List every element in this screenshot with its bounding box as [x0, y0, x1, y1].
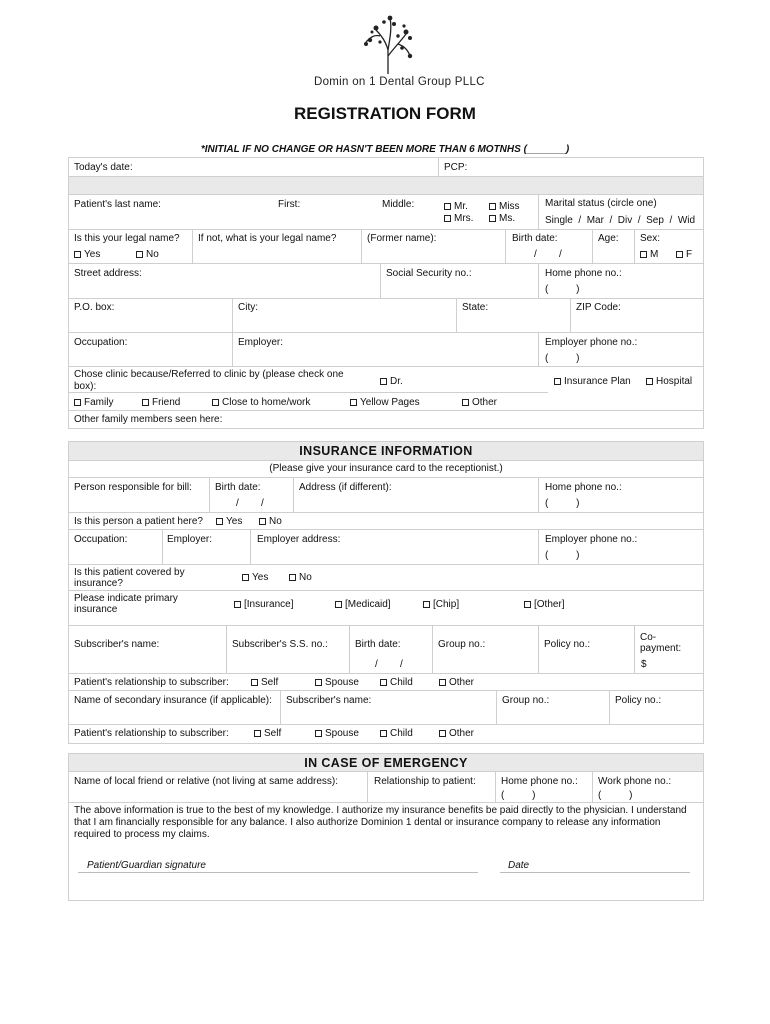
- covered-yes-checkbox[interactable]: Yes: [242, 572, 268, 583]
- referral-question: Chose clinic because/Referred to clinic by (please check one box):: [74, 369, 344, 392]
- checkbox-icon: [136, 251, 143, 258]
- subscriber-name-label[interactable]: Subscriber's name:: [74, 639, 160, 650]
- initial-note: *INITIAL IF NO CHANGE OR HASN'T BEEN MORE THAN 6 MOTNHS (_______): [200, 144, 570, 155]
- ins-employer-phone-label[interactable]: Employer phone no.:: [545, 534, 638, 545]
- todays-date-label[interactable]: Today's date:: [74, 162, 133, 173]
- rel-spouse-checkbox[interactable]: Spouse: [315, 677, 359, 688]
- legal-no-checkbox[interactable]: No: [136, 249, 159, 260]
- po-box-label[interactable]: P.O. box:: [74, 302, 115, 313]
- last-name-label[interactable]: Patient's last name:: [74, 199, 161, 210]
- sex-f-checkbox[interactable]: F: [676, 249, 692, 260]
- occupation-label[interactable]: Occupation:: [74, 337, 128, 348]
- other-family-label[interactable]: Other family members seen here:: [74, 414, 223, 425]
- ins-employer-phone-paren: ( ): [545, 550, 580, 561]
- ins-employer-label[interactable]: Employer:: [167, 534, 213, 545]
- ins-birth-date-label[interactable]: Birth date:: [215, 482, 261, 493]
- ins-type-insurance-checkbox[interactable]: [Insurance]: [234, 599, 293, 610]
- logo: [310, 12, 485, 92]
- rel2-self-checkbox[interactable]: Self: [254, 728, 281, 739]
- ins-type-other-checkbox[interactable]: [Other]: [524, 599, 565, 610]
- home-phone-paren: ( ): [545, 284, 580, 295]
- sex-label: Sex:: [640, 233, 661, 244]
- rel2-other-checkbox[interactable]: Other: [439, 728, 474, 739]
- emergency-relationship-label[interactable]: Relationship to patient:: [374, 776, 476, 787]
- checkbox-icon: [142, 399, 149, 406]
- signature-label: Patient/Guardian signature: [87, 860, 206, 871]
- checkbox-icon: [251, 679, 258, 686]
- signature-line[interactable]: [78, 872, 478, 873]
- copay-label[interactable]: Co-payment:: [640, 632, 682, 654]
- local-friend-label[interactable]: Name of local friend or relative (not living at same address):: [74, 776, 339, 787]
- sex-m-checkbox[interactable]: M: [640, 249, 658, 260]
- checkbox-icon: [335, 601, 342, 608]
- marital-options[interactable]: Single / Mar / Div / Sep / Wid: [545, 215, 696, 226]
- checkbox-icon: [216, 518, 223, 525]
- checkbox-icon: [74, 399, 81, 406]
- first-name-label[interactable]: First:: [278, 199, 301, 210]
- referral-other-checkbox[interactable]: Other: [462, 397, 497, 408]
- checkbox-icon: [489, 203, 496, 210]
- rel-child-checkbox[interactable]: Child: [380, 677, 413, 688]
- indicate-primary-label: Please indicate primary insurance: [74, 593, 178, 615]
- date-line[interactable]: [500, 872, 690, 873]
- subscriber-ss-label[interactable]: Subscriber's S.S. no.:: [232, 639, 328, 650]
- employer-phone-paren: ( ): [545, 353, 580, 364]
- ins-home-phone-paren: ( ): [545, 498, 580, 509]
- checkbox-icon: [380, 679, 387, 686]
- checkbox-icon: [439, 679, 446, 686]
- checkbox-icon: [380, 730, 387, 737]
- referral-hospital-checkbox[interactable]: Hospital: [646, 376, 692, 387]
- ins-birth-date-slashes: / /: [236, 498, 264, 509]
- group-no-label[interactable]: Group no.:: [438, 639, 486, 650]
- patient-gray-band: [69, 176, 703, 194]
- pcp-label[interactable]: PCP:: [444, 162, 468, 173]
- referral-close-home-checkbox[interactable]: Close to home/work: [212, 397, 310, 408]
- ssn-label[interactable]: Social Security no.:: [386, 268, 472, 279]
- emergency-home-phone-label[interactable]: Home phone no.:: [501, 776, 578, 787]
- checkbox-icon: [554, 378, 561, 385]
- rel2-child-checkbox[interactable]: Child: [380, 728, 413, 739]
- checkbox-icon: [254, 730, 261, 737]
- checkbox-icon: [524, 601, 531, 608]
- checkbox-icon: [234, 601, 241, 608]
- street-address-label[interactable]: Street address:: [74, 268, 142, 279]
- middle-name-label[interactable]: Middle:: [382, 199, 415, 210]
- checkbox-icon: [242, 574, 249, 581]
- rel2-spouse-checkbox[interactable]: Spouse: [315, 728, 359, 739]
- covered-no-checkbox[interactable]: No: [289, 572, 312, 583]
- ins-type-medicaid-checkbox[interactable]: [Medicaid]: [335, 599, 391, 610]
- checkbox-icon: [350, 399, 357, 406]
- checkbox-icon: [646, 378, 653, 385]
- miss-checkbox[interactable]: Miss: [489, 201, 520, 212]
- birth-date-label[interactable]: Birth date:: [512, 233, 558, 244]
- authorization-statement: The above information is true to the best of my knowledge. I authorize my insurance benefits be paid directly to the physician. I understand that I am financially responsible for any balance. I also authorize Dominion 1 dental or insurance company to release any information required to process my claims.: [74, 805, 687, 840]
- covered-question: Is this patient covered by insurance?: [74, 567, 185, 589]
- city-label[interactable]: City:: [238, 302, 258, 313]
- age-label[interactable]: Age:: [598, 233, 619, 244]
- insurance-title: INSURANCE INFORMATION: [299, 444, 473, 458]
- former-name-field[interactable]: (Former name):: [367, 233, 437, 244]
- referral-insurance-plan-checkbox[interactable]: Insurance Plan: [554, 376, 631, 387]
- ms-checkbox[interactable]: Ms.: [489, 213, 515, 224]
- legal-name-field[interactable]: If not, what is your legal name?: [198, 233, 337, 244]
- secondary-policy-label[interactable]: Policy no.:: [615, 695, 662, 706]
- checkbox-icon: [74, 251, 81, 258]
- referral-yellow-pages-checkbox[interactable]: Yellow Pages: [350, 397, 420, 408]
- subscriber-birth-label[interactable]: Birth date:: [355, 639, 401, 650]
- ins-address-label[interactable]: Address (if different):: [299, 482, 392, 493]
- policy-no-label[interactable]: Policy no.:: [544, 639, 591, 650]
- relationship-label: Patient's relationship to subscriber:: [74, 677, 229, 688]
- secondary-group-label[interactable]: Group no.:: [502, 695, 550, 706]
- emergency-work-phone-paren: ( ): [598, 790, 633, 801]
- checkbox-icon: [289, 574, 296, 581]
- secondary-insurance-label[interactable]: Name of secondary insurance (if applicable):: [74, 695, 272, 706]
- rel-self-checkbox[interactable]: Self: [251, 677, 278, 688]
- is-patient-question: Is this person a patient here?: [74, 516, 203, 527]
- ins-home-phone-label[interactable]: Home phone no.:: [545, 482, 622, 493]
- copay-dollar: $: [641, 659, 647, 670]
- referral-friend-checkbox[interactable]: Friend: [142, 397, 180, 408]
- checkbox-icon: [259, 518, 266, 525]
- checkbox-icon: [315, 730, 322, 737]
- checkbox-icon: [423, 601, 430, 608]
- secondary-subscriber-label[interactable]: Subscriber's name:: [286, 695, 372, 706]
- checkbox-icon: [676, 251, 683, 258]
- state-label[interactable]: State:: [462, 302, 489, 313]
- employer-phone-label[interactable]: Employer phone no.:: [545, 337, 638, 348]
- checkbox-icon: [640, 251, 647, 258]
- date-label: Date: [508, 860, 530, 871]
- referral-family-checkbox[interactable]: Family: [74, 397, 113, 408]
- emergency-work-phone-label[interactable]: Work phone no.:: [598, 776, 672, 787]
- legal-name-question: Is this your legal name?: [74, 233, 180, 244]
- form-title: REGISTRATION FORM: [294, 104, 476, 123]
- logo-text: Domin on 1 Dental Group PLLC: [314, 76, 485, 88]
- is-patient-no-checkbox[interactable]: No: [259, 516, 282, 527]
- ins-occupation-label[interactable]: Occupation:: [74, 534, 128, 545]
- referral-dr-checkbox[interactable]: Dr.: [380, 376, 403, 387]
- checkbox-icon: [462, 399, 469, 406]
- rel-other-checkbox[interactable]: Other: [439, 677, 474, 688]
- insurance-subtitle: (Please give your insurance card to the receptionist.): [269, 463, 503, 474]
- ins-employer-address-label[interactable]: Employer address:: [257, 534, 341, 545]
- birth-date-slashes: / /: [534, 249, 562, 260]
- checkbox-icon: [444, 215, 451, 222]
- home-phone-label[interactable]: Home phone no.:: [545, 268, 622, 279]
- zip-label[interactable]: ZIP Code:: [576, 302, 621, 313]
- marital-status-label: Marital status (circle one): [545, 198, 657, 209]
- checkbox-icon: [212, 399, 219, 406]
- mr-checkbox[interactable]: Mr.: [444, 201, 468, 212]
- checkbox-icon: [489, 215, 496, 222]
- checkbox-icon: [315, 679, 322, 686]
- responsible-label[interactable]: Person responsible for bill:: [74, 482, 192, 493]
- tree-logo-icon: [310, 12, 460, 74]
- legal-yes-checkbox[interactable]: Yes: [74, 249, 100, 260]
- employer-label[interactable]: Employer:: [238, 337, 284, 348]
- ins-type-chip-checkbox[interactable]: [Chip]: [423, 599, 459, 610]
- subscriber-birth-slashes: / /: [375, 659, 403, 670]
- emergency-title: IN CASE OF EMERGENCY: [304, 756, 468, 770]
- checkbox-icon: [444, 203, 451, 210]
- checkbox-icon: [380, 378, 387, 385]
- emergency-home-phone-paren: ( ): [501, 790, 536, 801]
- relationship2-label: Patient's relationship to subscriber:: [74, 728, 229, 739]
- checkbox-icon: [439, 730, 446, 737]
- is-patient-yes-checkbox[interactable]: Yes: [216, 516, 242, 527]
- mrs-checkbox[interactable]: Mrs.: [444, 213, 473, 224]
